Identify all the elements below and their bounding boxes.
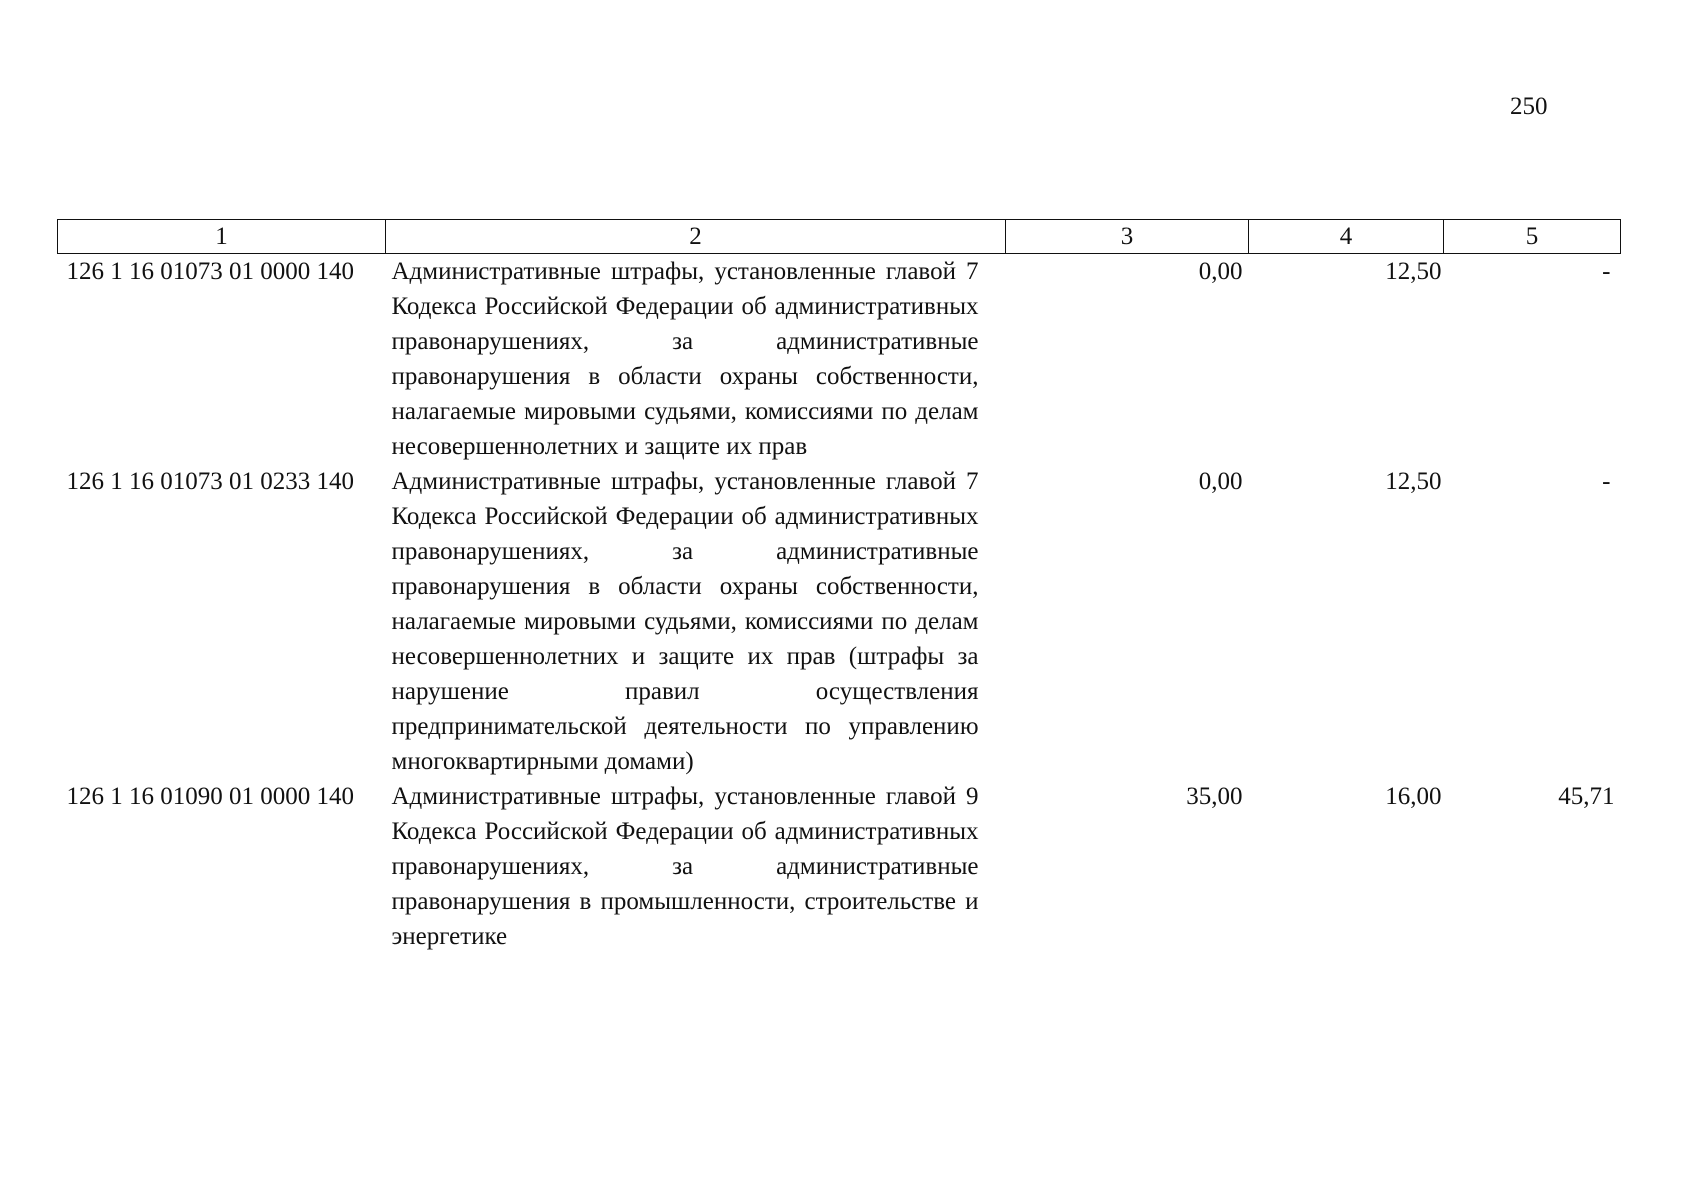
value-col5-cell: -: [1602, 258, 1611, 285]
column-header-3: 3: [1006, 220, 1249, 254]
table-body: [58, 254, 1621, 955]
column-header-2: 2: [386, 220, 1006, 254]
budget-table: [57, 219, 1621, 954]
value-col4-cell: 12,50: [1385, 258, 1442, 285]
value-col4-cell: 16,00: [1385, 783, 1442, 810]
column-header-4: 4: [1249, 220, 1444, 254]
value-col3-cell: 0,00: [1198, 258, 1243, 285]
table-row: [58, 464, 1621, 779]
value-col3-cell: 0,00: [1198, 468, 1243, 495]
column-header-1: 1: [58, 220, 386, 254]
table-row: [58, 254, 1621, 465]
budget-code-cell: 126 1 16 01073 01 0000 140: [66, 258, 354, 285]
page-number: 250: [1510, 93, 1548, 120]
budget-code-cell: 126 1 16 01090 01 0000 140: [66, 783, 354, 810]
description-cell: Административные штрафы, установленные главой 7 Кодекса Российской Федерации об административных правонарушениях, за административные правонарушения в области охраны собственности, налагаемые мировыми судьями, комиссиями по делам несовершеннолетних и защите их прав (штрафы за нарушение правил осуществления предпринимательской деятельности по управлению многоквартирными домами): [391, 468, 979, 775]
table-header: [58, 220, 1621, 254]
table-row: [58, 779, 1621, 954]
description-cell: Административные штрафы, установленные главой 7 Кодекса Российской Федерации об административных правонарушениях, за административные правонарушения в области охраны собственности, налагаемые мировыми судьями, комиссиями по делам несовершеннолетних и защите их прав: [391, 258, 979, 460]
budget-code-cell: 126 1 16 01073 01 0233 140: [66, 468, 354, 495]
column-header-5: 5: [1444, 220, 1621, 254]
value-col5-cell: 45,71: [1558, 783, 1615, 810]
value-col5-cell: -: [1602, 468, 1611, 495]
header-row: [58, 220, 1621, 254]
value-col4-cell: 12,50: [1385, 468, 1442, 495]
description-cell: Административные штрафы, установленные главой 9 Кодекса Российской Федерации об административных правонарушениях, за административные правонарушения в промышленности, строительстве и энергетике: [391, 783, 979, 950]
value-col3-cell: 35,00: [1186, 783, 1243, 810]
